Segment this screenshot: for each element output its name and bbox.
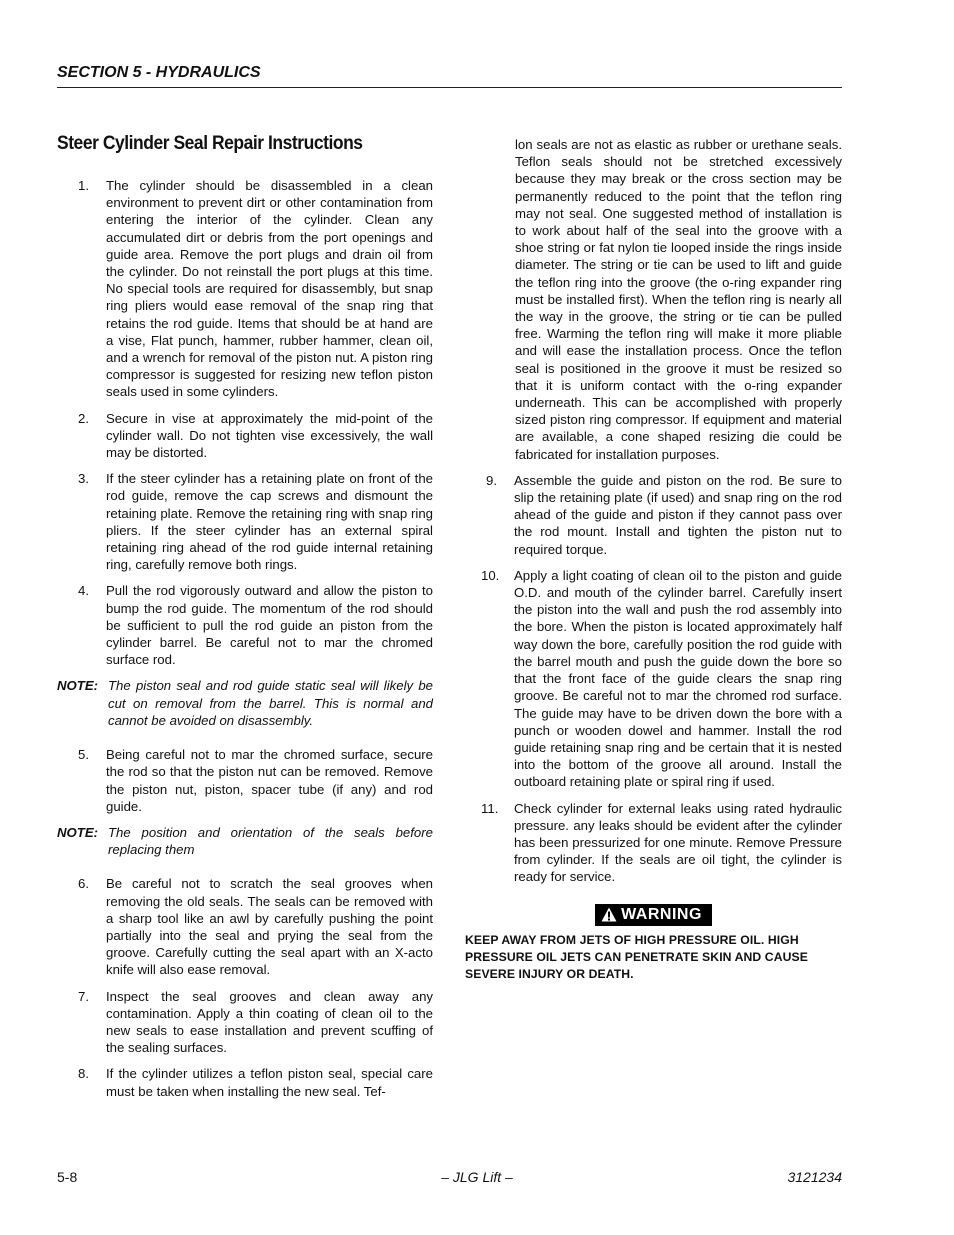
- item-text: Being careful not to mar the chromed surface, secure the rod so that the piston nut can be removed. Remove the piston nut, piston, spacer tube (if any) and rod guide.: [106, 747, 433, 814]
- item-text: Assemble the guide and piston on the rod. Be sure to slip the retaining plate (if used) and snap ring on the rod ahead of the guide and piston if they cannot pass over the rod mount. Install and tighten the piston nut to required torque.: [514, 472, 842, 557]
- item-number: 7.: [78, 988, 89, 1004]
- item-number: 4.: [78, 583, 89, 599]
- item-text: Inspect the seal grooves and clean away any contamination. Apply a thin coating of clean oil to the new seals to ease installation and prevent scuffing of the sealing surfaces.: [106, 988, 433, 1056]
- section-header: SECTION 5 - HYDRAULICS: [57, 64, 842, 88]
- list-item: [57, 875, 433, 978]
- warning-header: [465, 904, 842, 926]
- list-item: [465, 472, 842, 558]
- item-text: Pull the rod vigorously outward and allow the piston to bump the rod guide. The momentum of the rod should be sufficient to pull the rod guide an piston from the cylinder barrel. Be careful not to mar the chromed surface rod.: [106, 583, 433, 668]
- item-text: The cylinder should be disassembled in a clean environment to prevent dirt or other contamination from entering the interior of the cylinder. Clean any accumulated dirt or debris from the port openings and guide area. Remove the port plugs and drain oil from the cylinder. Do not reinstall the port plugs at this time. No special tools are required for disassembly, but snap ring pliers would ease removal of the snap ring that retains the rod guide. Items that should be at hand are a vise, Flat punch, hammer, rubber hammer, clean oil, and a wrench for removal of the piston nut. A piston ring compressor is suggested for resizing new teflon piston seals used in some cylinders.: [106, 178, 433, 400]
- list-item: [465, 800, 842, 886]
- left-column: [57, 177, 433, 1109]
- warning-badge: [595, 904, 712, 926]
- list-item: [57, 582, 433, 668]
- page-number: 5-8: [57, 1169, 78, 1185]
- item-text: If the cylinder utilizes a teflon piston seal, special care must be taken when installing the new seal. Tef-: [106, 1066, 433, 1099]
- list-item: [57, 410, 433, 462]
- list-item: [57, 177, 433, 401]
- item-number: 1.: [78, 178, 89, 193]
- item-text: Be careful not to scratch the seal grooves when removing the old seals. The seals can be removed with a sharp tool like an awl by carefully pushing the point partially into the seal and prying the seal from the groove. Carefully cutting the seal apart with an X-acto knife will also ease removal.: [106, 876, 433, 978]
- item-number: 2.: [78, 410, 89, 426]
- item-text: If the steer cylinder has a retaining plate on front of the rod guide, remove the cap screws and dismount the retaining plate. Remove the retaining ring with snap ring pliers. If the steer cylinder has an external spiral retaining ring ahead of the rod guide internal retaining ring, carefully remove both rings.: [106, 471, 433, 573]
- item-number: 9.: [486, 472, 497, 488]
- item-continuation: lon seals are not as elastic as rubber or urethane seals. Teflon seals should not be stretched excessively because they may break or the cross section may be permanently reduced to the point that the teflon ring may not seal. One suggested method of installation is to work about half of the seal into the groove with a shoe string or fat nylon tie looped inside the rings inside diameter. The string or tie can be used to lift and guide the teflon ring into the groove (the o-ring expander ring must be installed first). When the teflon ring is nearly all the way in the groove, the string or tie can be pulled free. Warming the teflon ring will make it more pliable and will ease the installation process. Once the teflon seal is positioned in the groove it must be resized so that it is uniform contact with the o-ring expander underneath. This can be accomplished with properly sized piston ring compressor. If equipment and material are available, a cone shaped resizing die could be fabricated for installation purposes.: [515, 137, 842, 462]
- item-number: 5.: [78, 747, 89, 763]
- list-item: [465, 567, 842, 791]
- note-text: The piston seal and rod guide static seal will likely be cut on removal from the barrel. This is normal and cannot be avoided on disassembly.: [108, 678, 433, 728]
- item-text: Secure in vise at approximately the mid-point of the cylinder wall. Do not tighten vise excessively, the wall may be distorted.: [106, 410, 433, 461]
- list-item: [57, 746, 433, 815]
- note: [57, 824, 433, 858]
- warning-label: WARNING: [621, 905, 702, 923]
- list-item: [57, 988, 433, 1057]
- note-text: The position and orientation of the seals before replacing them: [108, 824, 433, 858]
- item-number: 10.: [481, 567, 500, 583]
- footer-brand: – JLG Lift –: [441, 1169, 513, 1185]
- note-label: NOTE:: [57, 824, 99, 840]
- item-text: Check cylinder for external leaks using rated hydraulic pressure. any leaks should be evident after the cylinder has been pressurized for one minute. Remove Pressure from cylinder. If the seals are oil tight, the cylinder is ready for service.: [514, 800, 842, 885]
- item-number: 6.: [78, 876, 89, 892]
- item-text: Apply a light coating of clean oil to the piston and guide O.D. and mouth of the cylinder barrel. Carefully insert the piston into the wall and push the rod assembly into the bore. When the piston is located approximately half way down the bore, carefully position the rod guide with the barrel mouth and push the guide down the bore so that the front face of the guide clears the snap ring groove. Be careful not to mar the chromed rod surface. The guide may have to be driven down the bore with a punch or wooden dowel and hammer. Install the rod guide retaining snap ring and be certain that it is nested into the bottom of the groove all around. Install the outboard retaining plate or spiral ring if used.: [514, 567, 842, 790]
- warning-triangle-icon: [601, 907, 617, 922]
- item-number: 3.: [78, 471, 89, 487]
- document-number: 3121234: [787, 1169, 842, 1185]
- note-label: NOTE:: [57, 678, 99, 694]
- item-number: 11.: [481, 800, 499, 816]
- list-item: [57, 1065, 433, 1099]
- list-item: [57, 470, 433, 573]
- item-number: 8.: [78, 1066, 89, 1082]
- warning-text: KEEP AWAY FROM JETS OF HIGH PRESSURE OIL. HIGH PRESSURE OIL JETS CAN PENETRATE SKIN AND CAUSE SEVERE INJURY OR DEATH.: [465, 932, 808, 981]
- note: [57, 677, 433, 729]
- right-column: [465, 136, 842, 983]
- page-title: Steer Cylinder Seal Repair Instructions: [57, 133, 363, 154]
